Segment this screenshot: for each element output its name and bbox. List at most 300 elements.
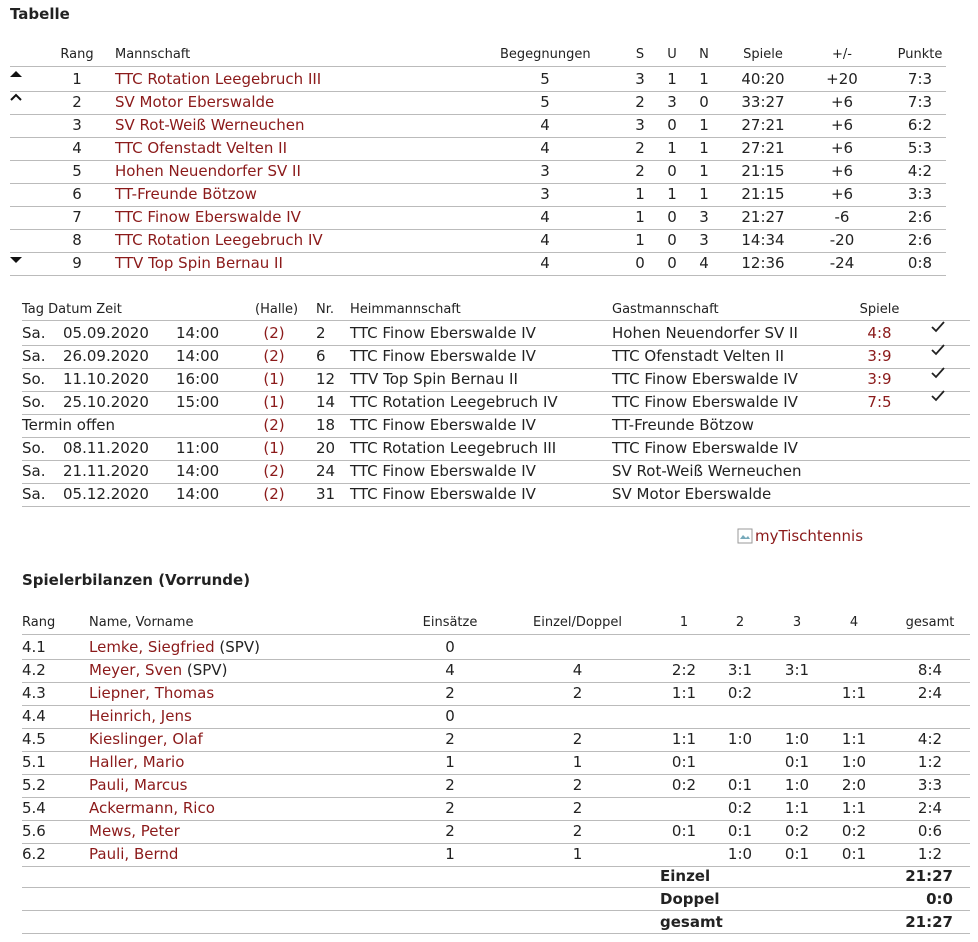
schedule-header-1: (Halle) bbox=[255, 302, 299, 317]
cell-rang: 8 bbox=[72, 231, 82, 249]
checkmark-icon bbox=[931, 344, 945, 356]
player-link[interactable]: Pauli, Marcus bbox=[89, 776, 188, 794]
cell-u: 3 bbox=[667, 93, 677, 111]
stats-row bbox=[0, 798, 978, 821]
player-name-cell bbox=[89, 845, 178, 863]
cell-einsaetze: 0 bbox=[445, 707, 455, 725]
cell-beg: 4 bbox=[540, 208, 550, 226]
hall-link[interactable]: (2) bbox=[263, 462, 285, 480]
cell-nr: 18 bbox=[316, 416, 336, 434]
schedule-header-2: Nr. bbox=[316, 302, 335, 317]
cell-tag: Sa. bbox=[22, 485, 46, 503]
cell-s: 0 bbox=[635, 254, 645, 272]
cell-heim: TTC Finow Eberswalde IV bbox=[350, 462, 536, 480]
cell-datum: 25.10.2020 bbox=[63, 393, 149, 411]
cell-s: 3 bbox=[635, 70, 645, 88]
cell-rang: 3 bbox=[72, 116, 82, 134]
summary-row bbox=[0, 890, 978, 913]
cell-p1: 0:1 bbox=[671, 822, 697, 840]
cell-gast: TT-Freunde Bötzow bbox=[612, 416, 754, 434]
schedule-row bbox=[0, 415, 978, 438]
cell-punkte: 6:2 bbox=[907, 116, 933, 134]
cell-gast: SV Motor Eberswalde bbox=[612, 485, 772, 503]
cell-p1: 0:1 bbox=[671, 753, 697, 771]
cell-rang: 4 bbox=[72, 139, 82, 157]
cell-rang: 9 bbox=[72, 254, 82, 272]
cell-gast: TTC Finow Eberswalde IV bbox=[612, 370, 798, 388]
stats-row bbox=[0, 683, 978, 706]
cell-datum: 21.11.2020 bbox=[63, 462, 149, 480]
player-link[interactable]: Pauli, Bernd bbox=[89, 845, 179, 863]
cell-p1: 2:2 bbox=[671, 661, 697, 679]
cell-spiele: 14:34 bbox=[741, 231, 785, 249]
cell-tag: Sa. bbox=[22, 462, 46, 480]
cell-punkte: 5:3 bbox=[907, 139, 933, 157]
cell-rang: 2 bbox=[72, 93, 82, 111]
cell-beg: 4 bbox=[540, 116, 550, 134]
header-divider bbox=[10, 66, 946, 67]
cell-gesamt: 4:2 bbox=[917, 730, 943, 748]
cell-spiele: 27:21 bbox=[741, 139, 785, 157]
cell-punkte: 4:2 bbox=[907, 162, 933, 180]
team-link[interactable]: TTC Rotation Leegebruch III bbox=[115, 70, 322, 88]
cell-p4: 2:0 bbox=[841, 776, 867, 794]
stats-header-3: Einzel/Doppel bbox=[533, 615, 622, 630]
cell-ed: 2 bbox=[572, 684, 583, 702]
summary-label: Einzel bbox=[660, 867, 711, 885]
cell-spiele: 12:36 bbox=[741, 254, 785, 272]
schedule-row bbox=[0, 461, 978, 484]
cell-einsaetze: 2 bbox=[445, 730, 455, 748]
cell-heim: TTC Rotation Leegebruch III bbox=[350, 439, 557, 457]
cell-zeit: 11:00 bbox=[176, 439, 220, 457]
cell-heim: TTC Finow Eberswalde IV bbox=[350, 324, 536, 342]
cell-punkte: 2:6 bbox=[907, 231, 933, 249]
cell-punkte: 3:3 bbox=[907, 185, 933, 203]
table-header-6: Spiele bbox=[743, 47, 783, 62]
team-link[interactable]: SV Motor Eberswalde bbox=[115, 93, 275, 111]
cell-nr: 24 bbox=[316, 462, 336, 480]
player-name-cell bbox=[89, 822, 180, 840]
team-link[interactable]: Hohen Neuendorfer SV II bbox=[115, 162, 301, 180]
cell-beg: 3 bbox=[540, 162, 550, 180]
team-link[interactable]: TTC Finow Eberswalde IV bbox=[115, 208, 301, 226]
cell-rang: 5 bbox=[72, 162, 82, 180]
cell-tag: So. bbox=[22, 370, 46, 388]
cell-p2: 0:1 bbox=[727, 822, 753, 840]
summary-label: gesamt bbox=[660, 913, 723, 931]
table-row bbox=[0, 230, 978, 253]
cell-p3: 0:2 bbox=[784, 822, 810, 840]
table-row bbox=[0, 207, 978, 230]
trend-up-small-icon bbox=[10, 93, 22, 101]
row-divider bbox=[10, 275, 946, 276]
cell-diff: +6 bbox=[830, 162, 854, 180]
cell-einsaetze: 2 bbox=[445, 822, 455, 840]
cell-punkte: 7:3 bbox=[907, 93, 933, 111]
table-row bbox=[0, 115, 978, 138]
trend-down-icon bbox=[10, 256, 22, 264]
cell-zeit: 16:00 bbox=[176, 370, 220, 388]
cell-gesamt: 2:4 bbox=[917, 799, 943, 817]
cell-u: 1 bbox=[667, 70, 677, 88]
cell-tag: Termin offen bbox=[22, 416, 116, 434]
cell-p1: 1:1 bbox=[671, 684, 697, 702]
team-link[interactable]: SV Rot-Weiß Werneuchen bbox=[115, 116, 305, 134]
cell-heim: TTC Rotation Leegebruch IV bbox=[350, 393, 558, 411]
player-link[interactable]: Haller, Mario bbox=[89, 753, 185, 771]
cell-tag: Sa. bbox=[22, 347, 46, 365]
cell-rang: 4.2 bbox=[22, 661, 46, 679]
cell-u: 0 bbox=[667, 208, 677, 226]
cell-nr: 20 bbox=[316, 439, 336, 457]
cell-zeit: 14:00 bbox=[176, 347, 220, 365]
cell-rang: 4.1 bbox=[22, 638, 46, 656]
summary-row bbox=[0, 913, 978, 936]
cell-einsaetze: 2 bbox=[445, 776, 455, 794]
stats-header-8: gesamt bbox=[905, 615, 955, 630]
cell-p2: 3:1 bbox=[727, 661, 753, 679]
cell-tag: Sa. bbox=[22, 324, 46, 342]
table-header-5: N bbox=[699, 47, 709, 62]
cell-p2: 1:0 bbox=[727, 730, 753, 748]
stats-header-2: Einsätze bbox=[422, 615, 478, 630]
broken-image-icon bbox=[737, 528, 753, 544]
cell-s: 1 bbox=[635, 208, 645, 226]
cell-s: 1 bbox=[635, 185, 645, 203]
cell-rang: 6.2 bbox=[22, 845, 46, 863]
cell-n: 1 bbox=[699, 116, 709, 134]
cell-u: 0 bbox=[667, 162, 677, 180]
cell-datum: 11.10.2020 bbox=[63, 370, 149, 388]
match-result-link[interactable]: 3:9 bbox=[867, 347, 892, 365]
stats-header-4: 1 bbox=[679, 615, 689, 630]
row-divider bbox=[22, 933, 970, 934]
cell-zeit: 14:00 bbox=[176, 462, 220, 480]
table-row bbox=[0, 184, 978, 207]
checkmark-icon bbox=[931, 390, 945, 402]
cell-gesamt: 1:2 bbox=[917, 753, 943, 771]
stats-row bbox=[0, 821, 978, 844]
player-name-cell bbox=[89, 707, 192, 725]
player-link[interactable]: Meyer, Sven bbox=[89, 661, 183, 679]
cell-diff: -24 bbox=[829, 254, 855, 272]
table-row bbox=[0, 138, 978, 161]
cell-gesamt: 8:4 bbox=[917, 661, 943, 679]
cell-s: 2 bbox=[635, 162, 645, 180]
cell-n: 1 bbox=[699, 70, 709, 88]
cell-nr: 2 bbox=[316, 324, 326, 342]
cell-diff: -20 bbox=[829, 231, 855, 249]
cell-p4: 0:2 bbox=[841, 822, 867, 840]
cell-diff: +20 bbox=[826, 70, 858, 88]
cell-beg: 3 bbox=[540, 185, 550, 203]
hall-link[interactable]: (2) bbox=[263, 347, 285, 365]
cell-p2: 1:0 bbox=[727, 845, 753, 863]
cell-zeit: 15:00 bbox=[176, 393, 220, 411]
schedule-header-3: Heimmannschaft bbox=[350, 302, 461, 317]
table-header-4: U bbox=[667, 47, 677, 62]
cell-ed: 1 bbox=[572, 753, 583, 771]
cell-einsaetze: 1 bbox=[445, 753, 455, 771]
schedule-row bbox=[0, 346, 978, 369]
spv-label: (SPV) bbox=[182, 661, 228, 679]
tabelle-title: Tabelle bbox=[10, 5, 70, 23]
cell-gesamt: 2:4 bbox=[917, 684, 943, 702]
team-link[interactable]: TT-Freunde Bötzow bbox=[115, 185, 257, 203]
cell-gast: TTC Ofenstadt Velten II bbox=[612, 347, 785, 365]
cell-spiele: 21:15 bbox=[741, 162, 785, 180]
cell-ed: 1 bbox=[572, 845, 583, 863]
hall-link[interactable]: (1) bbox=[263, 370, 285, 388]
cell-datum: 26.09.2020 bbox=[63, 347, 149, 365]
match-result-link[interactable]: 4:8 bbox=[867, 324, 892, 342]
cell-n: 3 bbox=[699, 208, 709, 226]
table-header-1: Mannschaft bbox=[115, 47, 191, 62]
cell-ed: 2 bbox=[572, 822, 583, 840]
player-name-cell bbox=[89, 638, 260, 656]
cell-p3: 0:1 bbox=[784, 845, 810, 863]
stats-row bbox=[0, 637, 978, 660]
cell-p3: 1:0 bbox=[784, 776, 810, 794]
cell-diff: +6 bbox=[830, 185, 854, 203]
logo-alt-text: myTischtennis bbox=[755, 527, 864, 545]
cell-punkte: 0:8 bbox=[907, 254, 933, 272]
player-link[interactable]: Heinrich, Jens bbox=[89, 707, 192, 725]
cell-diff: -6 bbox=[834, 208, 850, 226]
trend-up-icon bbox=[10, 70, 22, 78]
hall-link[interactable]: (2) bbox=[263, 416, 285, 434]
cell-p4: 1:1 bbox=[841, 799, 867, 817]
cell-heim: TTV Top Spin Bernau II bbox=[350, 370, 518, 388]
team-link[interactable]: TTC Ofenstadt Velten II bbox=[115, 139, 288, 157]
cell-beg: 4 bbox=[540, 139, 550, 157]
cell-einsaetze: 0 bbox=[445, 638, 455, 656]
cell-spiele: 27:21 bbox=[741, 116, 785, 134]
cell-tag: So. bbox=[22, 439, 46, 457]
cell-spiele: 40:20 bbox=[741, 70, 785, 88]
cell-beg: 5 bbox=[540, 70, 550, 88]
cell-spiele: 33:27 bbox=[741, 93, 785, 111]
cell-p3: 1:1 bbox=[784, 799, 810, 817]
cell-rang: 4.4 bbox=[22, 707, 46, 725]
cell-rang: 1 bbox=[72, 70, 82, 88]
hall-link[interactable]: (1) bbox=[263, 439, 285, 457]
cell-punkte: 7:3 bbox=[907, 70, 933, 88]
player-name-cell bbox=[89, 776, 187, 794]
stats-row bbox=[0, 752, 978, 775]
stats-row bbox=[0, 844, 978, 867]
cell-p3: 0:1 bbox=[784, 753, 810, 771]
cell-p1: 0:2 bbox=[671, 776, 697, 794]
cell-s: 1 bbox=[635, 231, 645, 249]
hall-link[interactable]: (2) bbox=[263, 324, 285, 342]
table-header-0: Rang bbox=[60, 47, 94, 62]
team-link[interactable]: TTV Top Spin Bernau II bbox=[115, 254, 283, 272]
cell-rang: 5.6 bbox=[22, 822, 46, 840]
summary-value: 21:27 bbox=[905, 867, 953, 885]
table-header-3: S bbox=[635, 47, 645, 62]
cell-gast: Hohen Neuendorfer SV II bbox=[612, 324, 798, 342]
cell-u: 0 bbox=[667, 116, 677, 134]
cell-p4: 1:1 bbox=[841, 684, 867, 702]
cell-s: 2 bbox=[635, 139, 645, 157]
cell-p3: 1:0 bbox=[784, 730, 810, 748]
table-row bbox=[0, 69, 978, 92]
cell-zeit: 14:00 bbox=[176, 485, 220, 503]
team-link[interactable]: TTC Rotation Leegebruch IV bbox=[115, 231, 323, 249]
schedule-row bbox=[0, 369, 978, 392]
cell-gesamt: 3:3 bbox=[917, 776, 943, 794]
cell-beg: 4 bbox=[540, 254, 550, 272]
match-result-link[interactable]: 3:9 bbox=[867, 370, 892, 388]
match-result-link[interactable]: 7:5 bbox=[867, 393, 892, 411]
stats-row bbox=[0, 775, 978, 798]
cell-einsaetze: 2 bbox=[445, 799, 455, 817]
hall-link[interactable]: (2) bbox=[263, 485, 285, 503]
player-link[interactable]: Liepner, Thomas bbox=[89, 684, 215, 702]
cell-rang: 4.5 bbox=[22, 730, 46, 748]
stats-header-6: 3 bbox=[792, 615, 802, 630]
cell-datum: 05.12.2020 bbox=[63, 485, 149, 503]
cell-heim: TTC Finow Eberswalde IV bbox=[350, 485, 536, 503]
table-row bbox=[0, 92, 978, 115]
table-header-7: +/- bbox=[832, 47, 852, 62]
cell-u: 0 bbox=[667, 231, 677, 249]
stats-header-0: Rang bbox=[22, 615, 56, 630]
cell-n: 1 bbox=[699, 139, 709, 157]
cell-einsaetze: 1 bbox=[445, 845, 455, 863]
cell-tag: So. bbox=[22, 393, 46, 411]
player-name-cell bbox=[89, 684, 214, 702]
row-divider bbox=[22, 506, 970, 507]
cell-spiele: 21:15 bbox=[741, 185, 785, 203]
cell-rang: 5.2 bbox=[22, 776, 46, 794]
cell-ed: 4 bbox=[572, 661, 583, 679]
cell-beg: 4 bbox=[540, 231, 550, 249]
cell-nr: 14 bbox=[316, 393, 336, 411]
player-name-cell bbox=[89, 753, 184, 771]
stats-header-7: 4 bbox=[849, 615, 859, 630]
schedule-header-4: Gastmannschaft bbox=[612, 302, 719, 317]
cell-s: 3 bbox=[635, 116, 645, 134]
cell-gesamt: 1:2 bbox=[917, 845, 943, 863]
cell-p2: 0:1 bbox=[727, 776, 753, 794]
cell-datum: 05.09.2020 bbox=[63, 324, 149, 342]
cell-heim: TTC Finow Eberswalde IV bbox=[350, 416, 536, 434]
schedule-row bbox=[0, 438, 978, 461]
cell-s: 2 bbox=[635, 93, 645, 111]
cell-p4: 0:1 bbox=[841, 845, 867, 863]
cell-ed: 2 bbox=[572, 776, 583, 794]
cell-gast: TTC Finow Eberswalde IV bbox=[612, 439, 798, 457]
cell-nr: 12 bbox=[316, 370, 336, 388]
cell-rang: 7 bbox=[72, 208, 82, 226]
cell-rang: 5.1 bbox=[22, 753, 46, 771]
player-name-cell bbox=[89, 661, 227, 679]
table-header-2: Begegnungen bbox=[500, 47, 591, 62]
cell-n: 1 bbox=[699, 162, 709, 180]
cell-nr: 31 bbox=[316, 485, 336, 503]
cell-u: 1 bbox=[667, 185, 677, 203]
cell-p2: 0:2 bbox=[727, 799, 753, 817]
cell-u: 0 bbox=[667, 254, 677, 272]
player-name-cell bbox=[89, 730, 203, 748]
cell-n: 4 bbox=[699, 254, 709, 272]
cell-spiele: 21:27 bbox=[741, 208, 785, 226]
stats-row bbox=[0, 729, 978, 752]
cell-nr: 6 bbox=[316, 347, 326, 365]
cell-heim: TTC Finow Eberswalde IV bbox=[350, 347, 536, 365]
cell-gast: TTC Finow Eberswalde IV bbox=[612, 393, 798, 411]
cell-p3: 3:1 bbox=[784, 661, 810, 679]
schedule-header-5: Spiele bbox=[859, 302, 900, 317]
cell-p1: 1:1 bbox=[671, 730, 697, 748]
summary-label: Doppel bbox=[660, 890, 720, 908]
mytischtennis-logo[interactable] bbox=[737, 526, 872, 546]
cell-einsaetze: 2 bbox=[445, 684, 455, 702]
cell-punkte: 2:6 bbox=[907, 208, 933, 226]
schedule-row bbox=[0, 392, 978, 415]
cell-p2: 0:2 bbox=[727, 684, 753, 702]
schedule-header-divider bbox=[22, 320, 970, 321]
player-link[interactable]: Mews, Peter bbox=[89, 822, 180, 840]
cell-rang: 5.4 bbox=[22, 799, 46, 817]
cell-u: 1 bbox=[667, 139, 677, 157]
cell-zeit: 14:00 bbox=[176, 324, 220, 342]
cell-gast: SV Rot-Weiß Werneuchen bbox=[612, 462, 802, 480]
cell-beg: 5 bbox=[540, 93, 550, 111]
stats-row bbox=[0, 660, 978, 683]
player-link[interactable]: Ackermann, Rico bbox=[89, 799, 215, 817]
summary-value: 21:27 bbox=[905, 913, 953, 931]
spv-label: (SPV) bbox=[214, 638, 260, 656]
schedule-row bbox=[0, 323, 978, 346]
player-name-cell bbox=[89, 799, 215, 817]
cell-n: 0 bbox=[699, 93, 709, 111]
player-link[interactable]: Lemke, Siegfried bbox=[89, 638, 215, 656]
cell-rang: 6 bbox=[72, 185, 82, 203]
cell-n: 3 bbox=[699, 231, 709, 249]
stats-header-divider bbox=[22, 634, 970, 635]
cell-diff: +6 bbox=[830, 116, 854, 134]
row-divider bbox=[22, 910, 970, 911]
stats-header-1: Name, Vorname bbox=[89, 615, 194, 630]
bilanzen-title: Spielerbilanzen (Vorrunde) bbox=[22, 571, 251, 589]
table-row bbox=[0, 161, 978, 184]
schedule-header-0: Tag Datum Zeit bbox=[22, 302, 122, 317]
checkmark-icon bbox=[931, 367, 945, 379]
cell-p4: 1:1 bbox=[841, 730, 867, 748]
checkmark-icon bbox=[931, 321, 945, 333]
cell-ed: 2 bbox=[572, 799, 583, 817]
cell-rang: 4.3 bbox=[22, 684, 46, 702]
summary-value: 0:0 bbox=[926, 890, 953, 908]
hall-link[interactable]: (1) bbox=[263, 393, 285, 411]
cell-diff: +6 bbox=[830, 93, 854, 111]
stats-row bbox=[0, 706, 978, 729]
cell-ed: 2 bbox=[572, 730, 583, 748]
cell-diff: +6 bbox=[830, 139, 854, 157]
player-link[interactable]: Kieslinger, Olaf bbox=[89, 730, 203, 748]
table-header-8: Punkte bbox=[897, 47, 943, 62]
cell-datum: 08.11.2020 bbox=[63, 439, 149, 457]
table-row bbox=[0, 253, 978, 276]
cell-gesamt: 0:6 bbox=[917, 822, 943, 840]
schedule-row bbox=[0, 484, 978, 507]
summary-row bbox=[0, 867, 978, 890]
cell-p4: 1:0 bbox=[841, 753, 867, 771]
